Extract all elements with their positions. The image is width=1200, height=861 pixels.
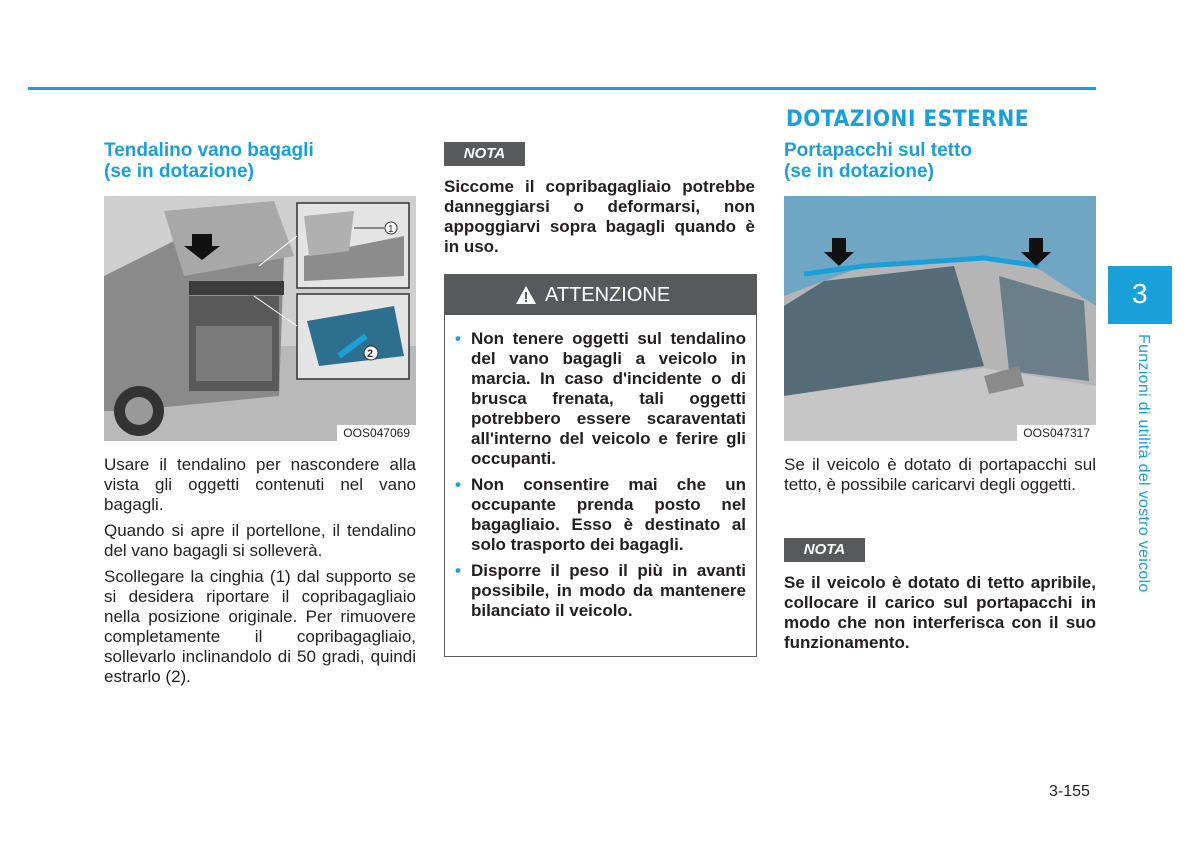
left-paragraph-1: Usare il tendalino per nascondere alla vista gli oggetti contenuti nel vano bagagli. [104,455,416,514]
bullet-icon: • [455,561,461,580]
section-title: DOTAZIONI ESTERNE [786,107,1030,132]
warning-item [455,561,746,621]
right-body: Se il veicolo è dotato di portapacchi sul tetto, è possibile caricarvi degli oggetti. [784,455,1096,494]
nota-text-right: Se il veicolo è dotato di tetto apribile, collocare il carico sul portapacchi in modo che non interferisca con il suo funzionamento. [784,573,1096,652]
trunk-cover-figure [104,196,416,441]
nota-tag-middle: NOTA [444,142,525,166]
right-heading-line1: Portapacchi sul tetto [784,140,972,161]
warning-list [455,329,746,627]
callout-1: 1 [388,224,394,235]
warning-item-text: Non tenere oggetti sul tendalino del vano bagagli a veicolo in marcia. In caso d'incidente o di brusca frenata, tali oggetti potrebbero essere scaraventati all'interno del veicolo e ferire gli occupanti. [471,329,746,468]
chapter-number: 3 [1132,278,1148,309]
warning-box [444,274,757,657]
warning-triangle-icon [515,285,537,305]
nota-tag-right: NOTA [784,538,865,562]
left-heading [104,140,314,182]
right-heading-line2: (se in dotazione) [784,161,934,182]
warning-header [445,275,756,315]
trunk-cover-illustration [104,196,416,441]
warning-item-text: Disporre il peso il più in avanti possibile, in modo da mantenere bilanciato il veicolo. [471,561,746,620]
left-paragraph-2: Quando si apre il portellone, il tendalino del vano bagagli si solleverà. [104,521,416,560]
chapter-tab [1108,266,1172,324]
callout-2: 2 [367,348,374,360]
chapter-title-vertical [1130,334,1154,614]
warning-item [455,329,746,469]
warning-title: ATTENZIONE [545,284,671,306]
left-body [104,455,416,693]
left-heading-line1: Tendalino vano bagagli [104,140,314,161]
bullet-icon: • [455,475,461,494]
figure-code-right: OOS047317 [1017,425,1096,441]
roof-rack-illustration [784,196,1096,441]
bullet-icon: • [455,329,461,348]
roof-rack-figure [784,196,1096,441]
warning-item [455,475,746,555]
nota-text-middle: Siccome il copribagagliaio potrebbe danneggiarsi o deformarsi, non appoggiarvi sopra bagagli quando è in uso. [444,177,755,256]
left-heading-line2: (se in dotazione) [104,161,254,182]
chapter-title: Funzioni di utilità del vostro veicolo [1135,334,1152,593]
left-paragraph-3: Scollegare la cinghia (1) dal supporto se si desidera riportare il copribagagliaio nella posizione originale. Per rimuovere completamente il copribagagliaio, sollevarlo inclinandolo di 50 gradi, quindi estrarlo (2). [104,567,416,686]
right-heading [784,140,972,182]
page-number: 3-155 [1049,783,1090,800]
warning-item-text: Non consentire mai che un occupante prenda posto nel bagagliaio. Esso è destinato al solo trasporto dei bagagli. [471,475,746,554]
top-rule [28,87,1096,90]
figure-code-left: OOS047069 [337,425,416,441]
